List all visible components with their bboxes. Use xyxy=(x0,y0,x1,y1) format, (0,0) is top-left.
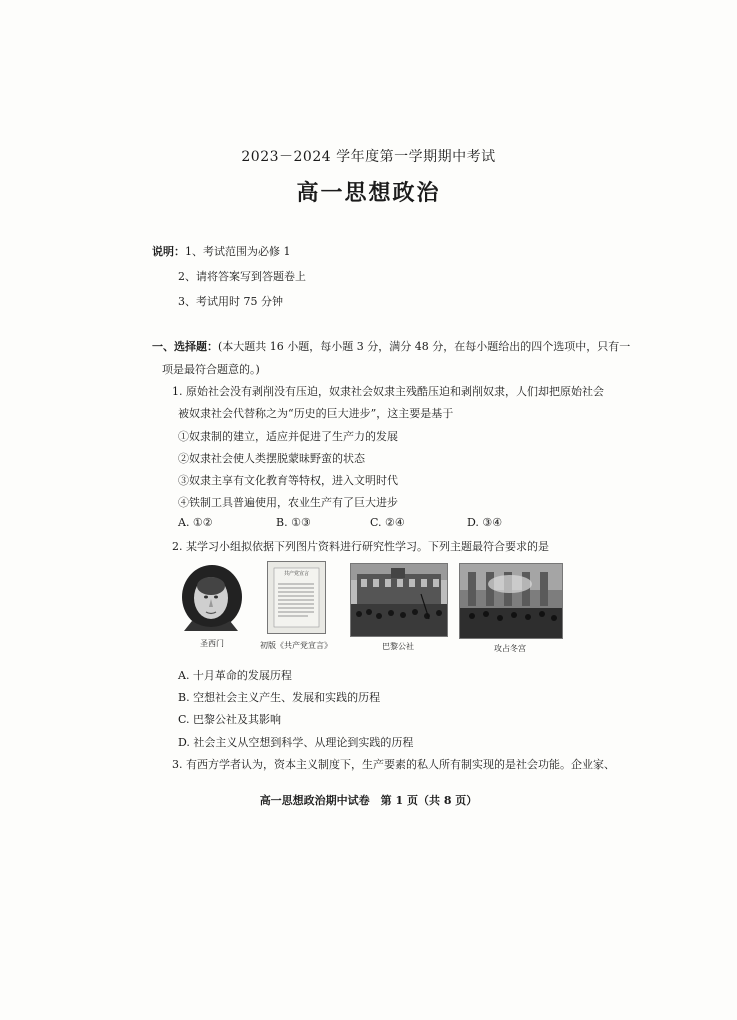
note-item: 2、请将答案写到答题卷上 xyxy=(178,270,306,283)
manifesto-image xyxy=(267,561,326,634)
exam-title: 2023－2024 学年度第一学期期中考试 xyxy=(241,149,496,165)
section-1-intro-line-1: (本大题共 16 小题，每小题 3 分，满分 48 分，在每小题给出的四个选项中，只有一 xyxy=(218,340,631,353)
section-1-heading: 一、选择题： xyxy=(152,340,218,353)
q1-option-a[interactable]: A. ①② xyxy=(178,516,213,529)
q1-stem-line-2: 被奴隶社会代替称之为“历史的巨大进步”，这主要是基于 xyxy=(178,407,454,420)
q1-option-c[interactable]: C. ②④ xyxy=(370,516,405,529)
q2-option-d[interactable]: D. 社会主义从空想到科学、从理论到实践的历程 xyxy=(178,736,414,749)
q1-statement-2: ②奴隶社会使人类摆脱蒙昧野蛮的状态 xyxy=(178,452,365,465)
q2-stem: 2. 某学习小组拟依据下列图片资料进行研究性学习。下列主题最符合要求的是 xyxy=(172,540,549,553)
image-caption: 初版《共产党宣言》 xyxy=(260,641,332,650)
q1-statement-4: ④铁制工具普遍使用，农业生产有了巨大进步 xyxy=(178,496,398,509)
q2-option-b[interactable]: B. 空想社会主义产生、发展和实践的历程 xyxy=(178,691,381,704)
manifesto-inner-title: 共产党宣言 xyxy=(283,571,309,577)
paris-commune-image xyxy=(350,563,448,637)
note-item: 1、考试范围为必修 1 xyxy=(185,245,291,258)
q1-statement-1: ①奴隶制的建立，适应并促进了生产力的发展 xyxy=(178,430,398,443)
q1-statement-3: ③奴隶主享有文化教育等特权，进入文明时代 xyxy=(178,474,398,487)
q3-stem-line-1: 3. 有西方学者认为，资本主义制度下，生产要素的私人所有制实现的是社会功能。企业家、 xyxy=(172,758,615,771)
image-caption: 攻占冬宫 xyxy=(494,644,526,653)
section-1-intro-line-2: 项是最符合题意的。) xyxy=(162,363,260,376)
page-footer: 高一思想政治期中试卷 第 1 页（共 8 页） xyxy=(259,794,478,807)
image-caption: 圣西门 xyxy=(200,639,224,648)
q2-option-c[interactable]: C. 巴黎公社及其影响 xyxy=(178,713,282,726)
note-label: 说明： xyxy=(152,245,185,258)
note-item: 3、考试用时 75 分钟 xyxy=(178,295,283,308)
q2-option-a[interactable]: A. 十月革命的发展历程 xyxy=(178,669,292,682)
subject-title: 高一思想政治 xyxy=(296,180,441,206)
image-caption: 巴黎公社 xyxy=(382,642,414,651)
portrait-image xyxy=(178,561,246,631)
q1-option-d[interactable]: D. ③④ xyxy=(467,516,503,529)
note-line-1 xyxy=(152,243,291,259)
q1-stem-line-1: 1. 原始社会没有剥削没有压迫，奴隶社会奴隶主残酷压迫和剥削奴隶，人们却把原始社会 xyxy=(172,385,604,398)
winter-palace-image xyxy=(459,563,563,639)
q1-option-b[interactable]: B. ①③ xyxy=(276,516,311,529)
section-1-intro xyxy=(152,338,630,354)
